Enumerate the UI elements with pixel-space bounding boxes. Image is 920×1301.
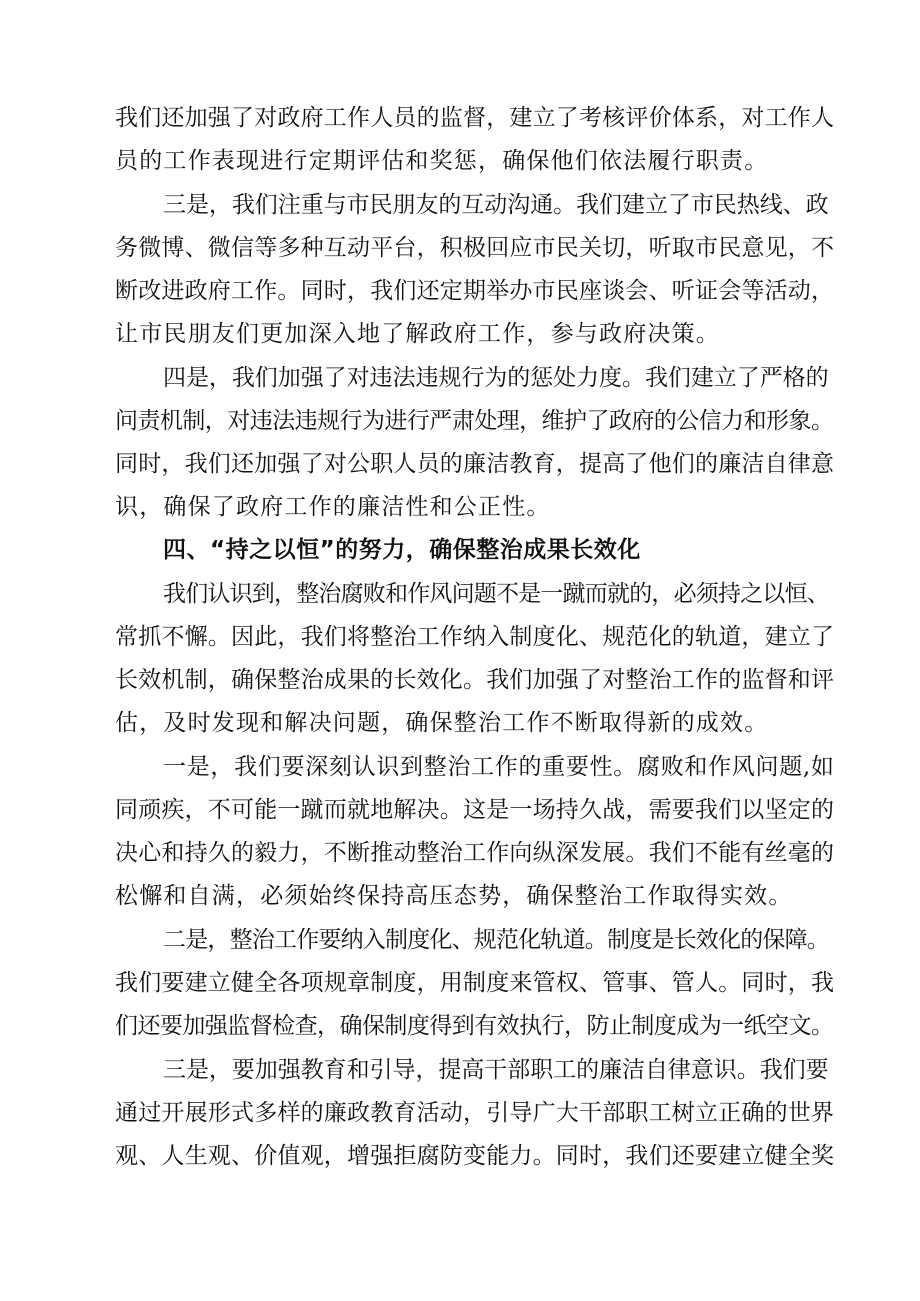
body-text-line: 通过开展形式多样的廉政教育活动，引导广大干部职工树立正确的世界 [115,1100,835,1126]
body-text-line: 识，确保了政府工作的廉洁性和公正性。 [115,494,551,520]
body-text-line: 同顽疾，不可能一蹴而就地解决。这是一场持久战，需要我们以坚定的 [115,797,835,823]
body-text-line: 同时，我们还加强了对公职人员的廉洁教育，提高了他们的廉洁自律意 [115,451,835,477]
body-text-line: 一是，我们要深刻认识到整治工作的重要性。腐败和作风问题,如 [163,754,835,780]
body-text-line: 常抓不懈。因此，我们将整治工作纳入制度化、规范化的轨道，建立了 [115,624,835,650]
body-text-line: 断改进政府工作。同时，我们还定期举办市民座谈会、听证会等活动， [115,278,835,304]
body-text-line: 长效机制，确保整治成果的长效化。我们加强了对整治工作的监督和评 [115,667,835,693]
body-text-line: 三是，要加强教育和引导，提高干部职工的廉洁自律意识。我们要 [163,1057,829,1083]
body-text-line: 观、人生观、价值观，增强拒腐防变能力。同时，我们还要建立健全奖 [115,1143,835,1169]
body-text-line: 决心和持久的毅力，不断推动整治工作向纵深发展。我们不能有丝毫的 [115,840,835,866]
body-text-line: 问责机制，对违法违规行为进行严肃处理，维护了政府的公信力和形象。 [115,408,834,434]
body-text-line: 三是，我们注重与市民朋友的互动沟通。我们建立了市民热线、政 [163,192,829,218]
body-text-line: 四是，我们加强了对违法违规行为的惩处力度。我们建立了严格的 [163,365,829,391]
body-text-line: 我们还加强了对政府工作人员的监督，建立了考核评价体系，对工作人 [115,105,835,131]
body-text-line: 让市民朋友们更加深入地了解政府工作，参与政府决策。 [115,321,720,347]
body-text-line: 我们认识到，整治腐败和作风问题不是一蹴而就的，必须持之以恒、 [163,581,830,607]
body-text-line: 务微博、微信等多种互动平台，积极回应市民关切，听取市民意见，不 [115,235,835,261]
body-text-line: 们还要加强监督检查，确保制度得到有效执行，防止制度成为一纸空文。 [115,1013,834,1039]
body-text-line: 二是，整治工作要纳入制度化、规范化轨道。制度是长效化的保障。 [163,927,830,953]
body-text-line: 松懈和自满，必须始终保持高压态势，确保整治工作取得实效。 [115,883,793,909]
body-text-line: 员的工作表现进行定期评估和奖惩，确保他们依法履行职责。 [115,148,769,174]
body-text-line: 我们要建立健全各项规章制度，用制度来管权、管事、管人。同时，我 [115,970,835,996]
section-heading: 四、“持之以恒”的努力，确保整治成果长效化 [163,537,641,563]
body-text-line: 估，及时发现和解决问题，确保整治工作不断取得新的成效。 [115,710,769,736]
